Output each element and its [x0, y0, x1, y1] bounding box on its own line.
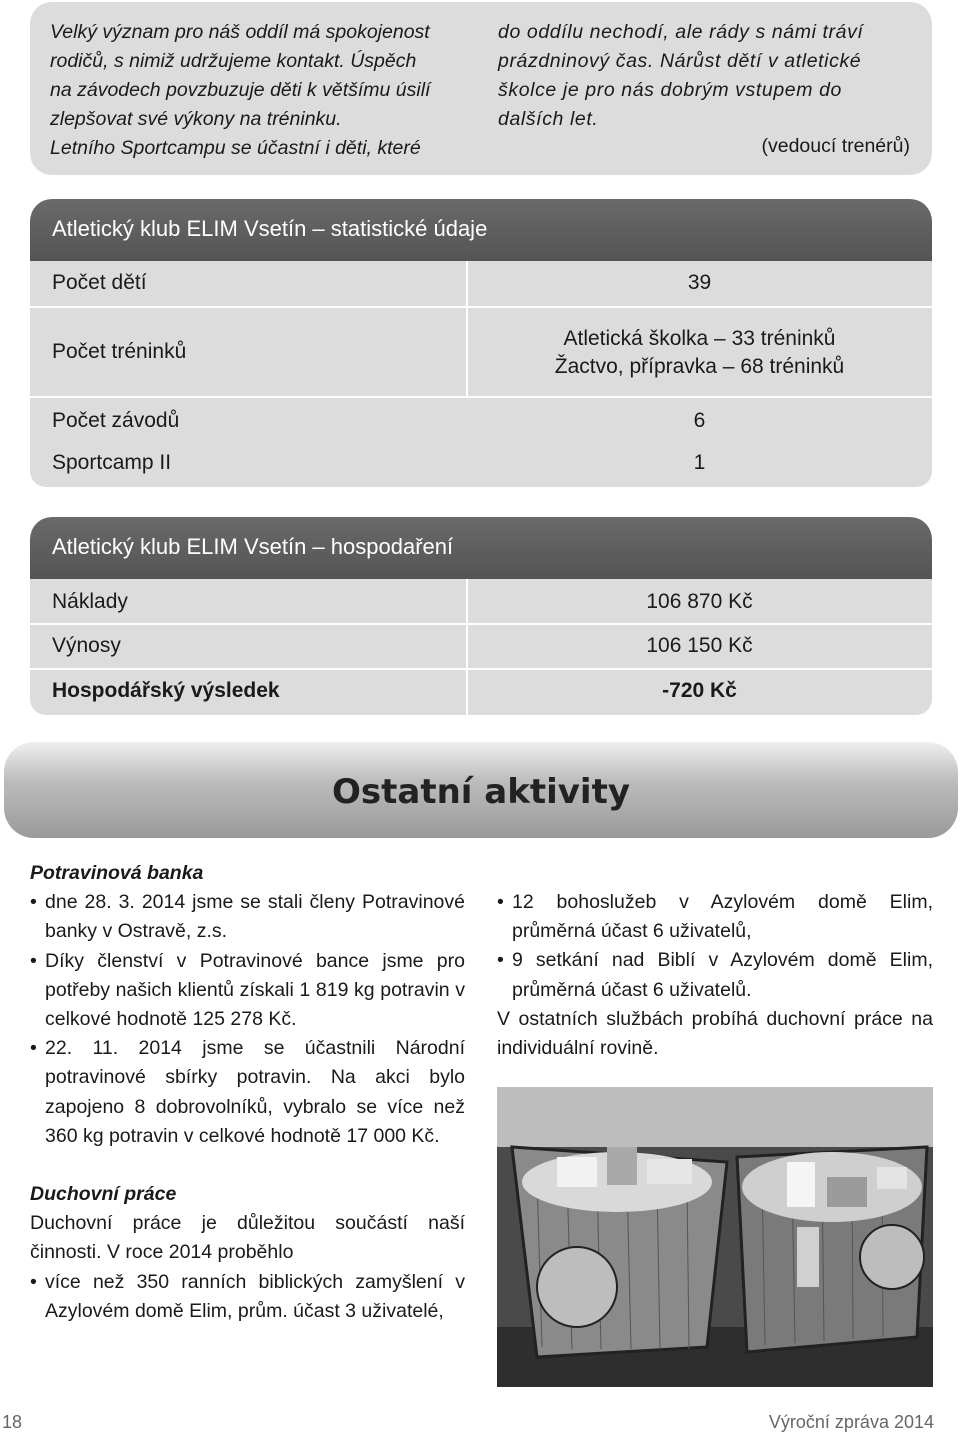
- list-item: • více než 350 ranních biblických zamyšlení v Azylovém domě Elim, prům. účast 3 uživatelé,: [30, 1268, 465, 1326]
- spiritual-list-right: [497, 888, 933, 1005]
- list-item: • 12 bohoslužeb v Azylovém domě Elim, průměrná účast 6 uživatelů,: [497, 888, 933, 946]
- finance-label: Náklady: [52, 590, 128, 613]
- stats-value: [467, 325, 932, 381]
- stats-panel: [30, 199, 932, 487]
- list-item: • 9 setkání nad Biblí v Azylovém domě Elim, průměrná účast 6 uživatelů.: [497, 946, 933, 1004]
- finance-title: Atletický klub ELIM Vsetín – hospodaření: [30, 517, 932, 579]
- quote-line: dalších let.: [498, 108, 599, 130]
- quote-line: Velký význam pro náš oddíl má spokojenost: [50, 21, 430, 43]
- banner-title: Ostatní aktivity: [332, 772, 630, 812]
- quote-line: zlepšovat své výkony na tréninku.: [50, 108, 342, 130]
- photo-shopping-carts: [497, 1087, 933, 1387]
- quote-line: prázdninový čas. Nárůst dětí v atletické: [498, 50, 862, 72]
- section-banner: [4, 742, 958, 838]
- stats-value: 39: [687, 271, 712, 294]
- finance-panel: [30, 517, 932, 715]
- left-column: [30, 859, 465, 1326]
- food-bank-list: [30, 888, 465, 1151]
- finance-label: Hospodářský výsledek: [52, 679, 280, 702]
- finance-row: [30, 579, 932, 623]
- stats-value-line: Žactvo, přípravka – 68 tréninků: [554, 355, 845, 378]
- shopping-cart-illustration: [497, 1087, 933, 1387]
- stats-value-line: Atletická školka – 33 tréninků: [563, 327, 836, 350]
- food-bank-heading: Potravinová banka: [30, 862, 204, 884]
- stats-row: [30, 306, 932, 396]
- spiritual-list-left: [30, 1268, 465, 1326]
- stats-label: Počet tréninků: [52, 340, 187, 363]
- quote-box: [30, 2, 932, 175]
- report-title: Výroční zpráva 2014: [768, 1412, 934, 1432]
- quote-right-column: [498, 18, 918, 134]
- spiritual-closing: V ostatních službách probíhá duchovní práce na individuální rovině.: [497, 1007, 933, 1060]
- stats-label: Sportcamp II: [52, 451, 172, 474]
- quote-line: na závodech povzbuzuje děti k většímu úsilí: [50, 79, 431, 101]
- quote-line: do oddílu nechodí, ale rády s námi tráví: [498, 21, 864, 43]
- finance-label: Výnosy: [52, 634, 121, 657]
- stats-row: [30, 261, 932, 306]
- right-column: [497, 888, 933, 1063]
- quote-signature: (vedoucí trenérů): [761, 135, 910, 157]
- finance-row: [30, 668, 932, 715]
- quote-line: rodičů, s nimiž udržujeme kontakt. Úspěch: [50, 50, 417, 72]
- stats-label: Počet dětí: [52, 271, 147, 294]
- finance-value: 106 870 Kč: [646, 590, 753, 613]
- stats-row: [30, 442, 932, 487]
- stats-row: [30, 396, 932, 442]
- finance-row: [30, 623, 932, 668]
- list-item: • 22. 11. 2014 jsme se účastnili Národní potravinové sbírky potravin. Na akci bylo zapojeno 8 dobrovolníků, vybralo se více než 360 kg potravin v celkové hodnotě 17 000 Kč.: [30, 1034, 465, 1151]
- quote-line: školce je pro nás dobrým vstupem do: [498, 79, 842, 101]
- finance-value: -720 Kč: [662, 679, 737, 702]
- list-item: • Díky členství v Potravinové bance jsme pro potřeby našich klientů získali 1 819 kg potravin v celkové hodnotě 125 278 Kč.: [30, 947, 465, 1035]
- finance-value: 106 150 Kč: [646, 634, 753, 657]
- stats-label: Počet závodů: [52, 409, 180, 432]
- page-number: 18: [2, 1412, 23, 1432]
- stats-value: 6: [693, 409, 706, 432]
- spiritual-heading: Duchovní práce: [30, 1183, 177, 1206]
- quote-left-column: [50, 18, 468, 163]
- stats-value: 1: [693, 451, 706, 474]
- quote-line: Letního Sportcampu se účastní i děti, které: [50, 137, 421, 159]
- list-item: • dne 28. 3. 2014 jsme se stali členy Potravinové banky v Ostravě, z.s.: [30, 888, 465, 946]
- spiritual-intro: Duchovní práce je důležitou součástí naší činnosti. V roce 2014 proběhlo: [30, 1212, 465, 1264]
- stats-title: Atletický klub ELIM Vsetín – statistické údaje: [30, 199, 932, 261]
